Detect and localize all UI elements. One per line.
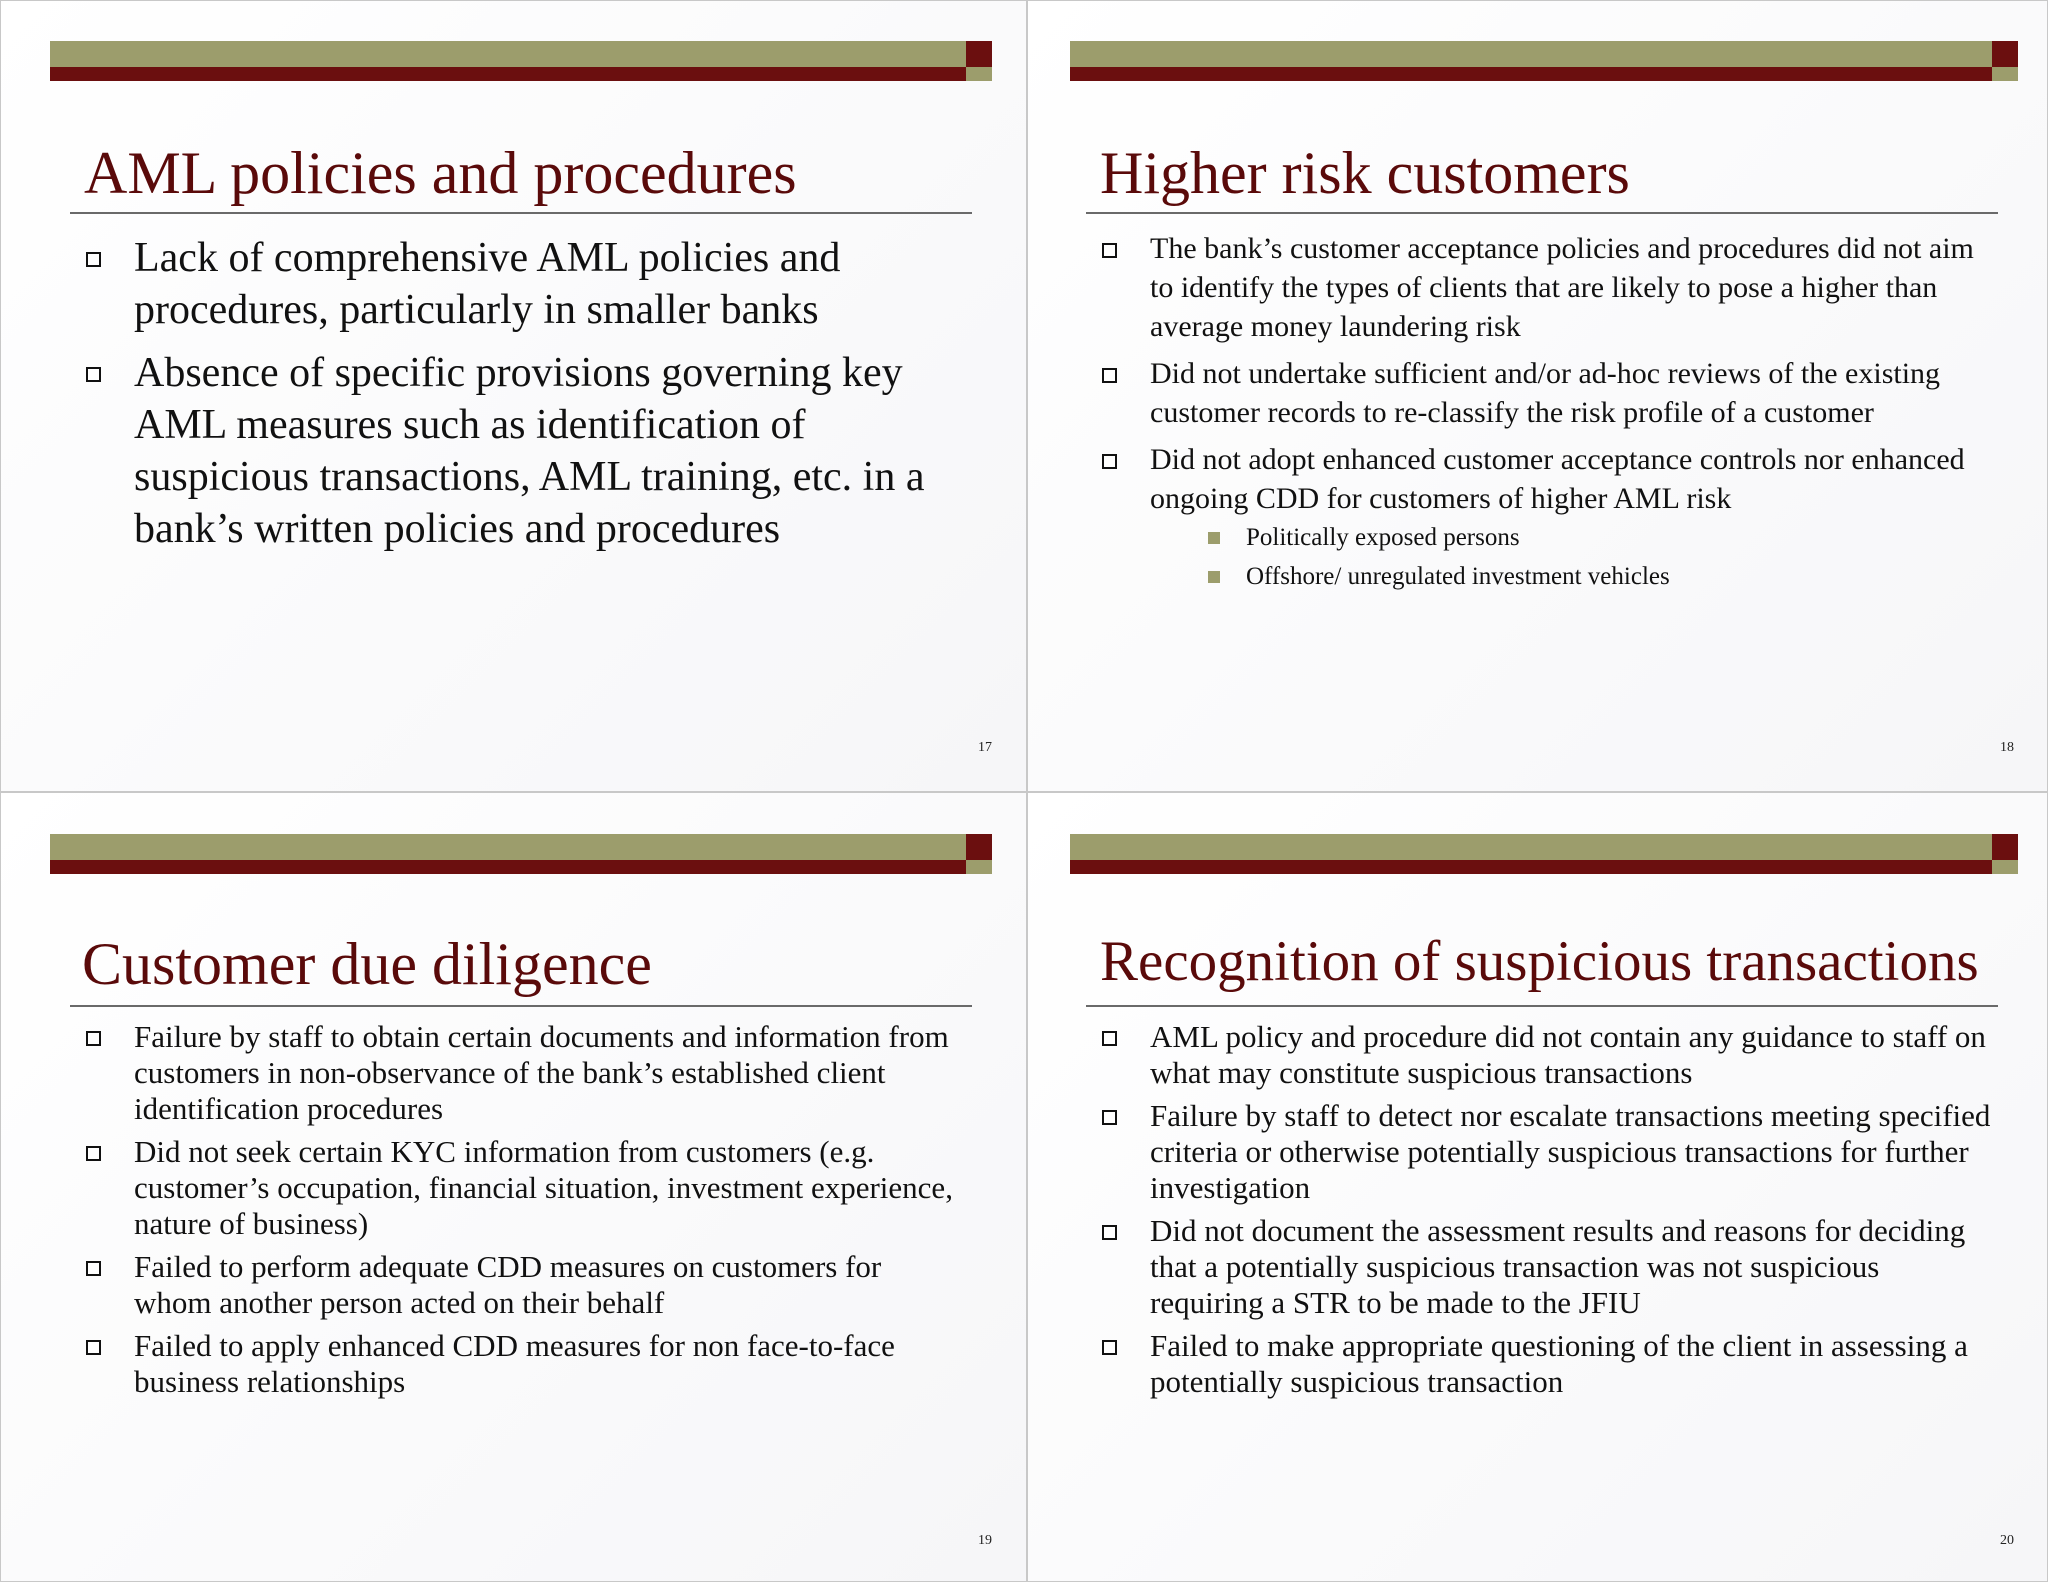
bullet-text: Failure by staff to obtain certain documents and information from customers in non-observance of the bank’s established client identification procedures [134,1019,949,1126]
page-number: 20 [2000,1533,2014,1548]
bullet-text: Did not document the assessment results and reasons for deciding that a potentially suspicious transaction was not suspicious requiring a STR to be made to the JFIU [1150,1213,1966,1320]
page-number: 17 [978,740,992,755]
bullet-text: Failed to apply enhanced CDD measures for non face-to-face business relationships [134,1328,895,1399]
bullet-text: Failed to make appropriate questioning of the client in assessing a potentially suspicious transaction [1150,1328,1968,1399]
slide-title: Customer due diligence [82,931,652,997]
bullet-text: Did not undertake sufficient and/or ad-hoc reviews of the existing customer records to re-classify the risk profile of a customer [1150,357,1941,429]
slide-title: Recognition of suspicious transactions [1100,930,1979,993]
page-number: 18 [2000,740,2014,755]
bullet-text: Failed to perform adequate CDD measures on customers for whom another person acted on their behalf [134,1249,882,1320]
bullet-text: AML policy and procedure did not contain any guidance to staff on what may constitute suspicious transactions [1150,1019,1986,1090]
sub-bullet-text: Politically exposed persons [1246,524,1520,551]
bullet-text: Failure by staff to detect nor escalate transactions meeting specified criteria or otherwise potentially suspicious transactions for further investigation [1150,1098,1991,1205]
bullet-text: Lack of comprehensive AML policies and procedures, particularly in smaller banks [134,235,841,333]
bullet-text: Did not adopt enhanced customer acceptance controls nor enhanced ongoing CDD for customers of higher AML risk [1150,443,1965,515]
bullet-text: Absence of specific provisions governing key AML measures such as identification of suspicious transactions, AML training, etc. in a bank’s written policies and procedures [134,350,925,552]
bullet-text: The bank’s customer acceptance policies and procedures did not aim to identify the types of clients that are likely to pose a higher than average money laundering risk [1150,232,1974,343]
page-number: 19 [978,1533,992,1548]
sub-bullet-text: Offshore/ unregulated investment vehicles [1246,563,1670,590]
slide-title: Higher risk customers [1100,140,1630,206]
slide-title: AML policies and procedures [84,140,797,206]
bullet-text: Did not seek certain KYC information from customers (e.g. customer’s occupation, financial situation, investment experience, nature of business) [134,1134,953,1241]
